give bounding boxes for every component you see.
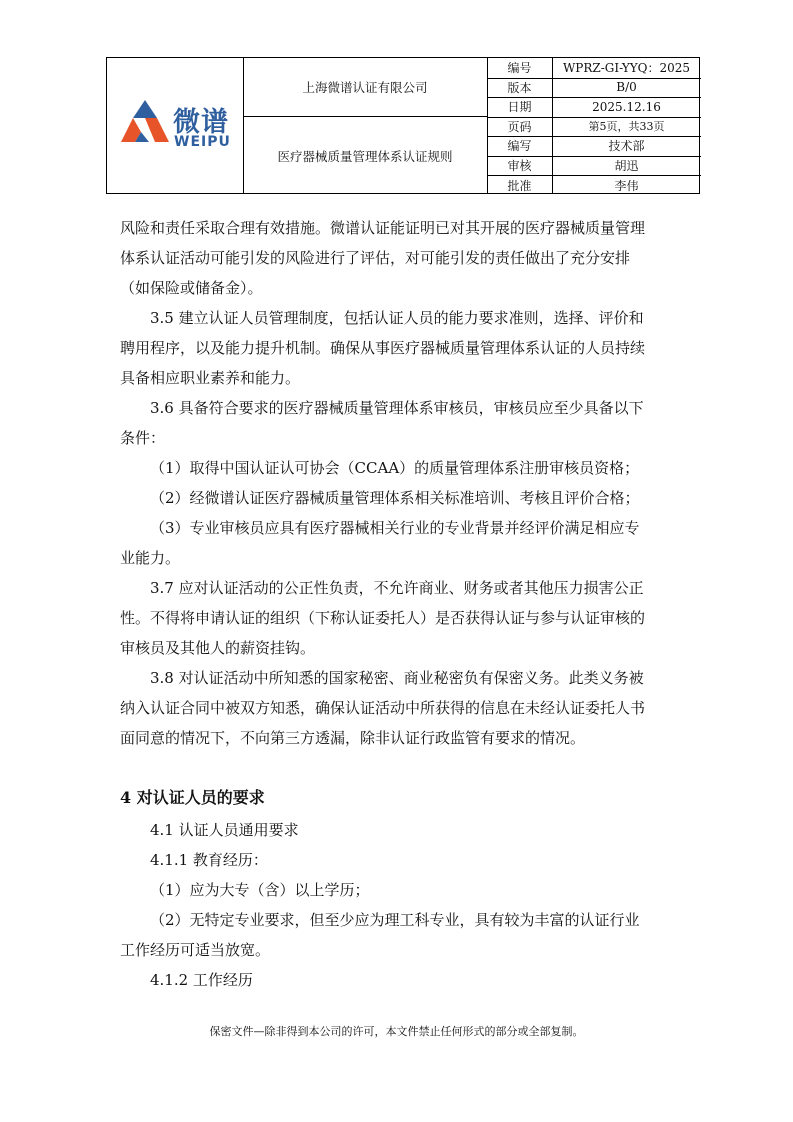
label-reviewer: 审核 (507, 158, 532, 173)
list-item: （2）经微谱认证医疗器械质量管理体系相关标准培训、考核且评价合格； (150, 489, 640, 507)
text-line: （如保险或储备金）。 (120, 279, 263, 297)
section-heading: 4 对认证人员的要求 (120, 788, 265, 807)
text-line: 体系认证活动可能引发的风险进行了评估，对可能引发的责任做出了充分安排 (120, 249, 631, 267)
company-name: 上海微谱认证有限公司 (302, 80, 428, 95)
label-approver: 批准 (507, 178, 532, 193)
text-line: 聘用程序，以及能力提升机制。确保从事医疗器械质量管理体系认证的人员持续 (120, 339, 646, 357)
text-line: 条件： (120, 429, 166, 447)
logo-chinese-text: 微谱 (173, 107, 229, 138)
list-item: （1）取得中国认证认可协会（CCAA）的质量管理体系注册审核员资格； (150, 459, 640, 477)
clause-3-8: 3.8 对认证活动中所知悉的国家秘密、商业秘密负有保密义务。此类义务被 (150, 669, 644, 687)
text-line: 纳入认证合同中被双方知悉，确保认证活动中所获得的信息在未经认证委托人书 (120, 699, 646, 717)
value-page: 第5页，共33页 (588, 120, 665, 134)
label-version: 版本 (507, 80, 532, 95)
subsection-4-1-2: 4.1.2 工作经历 (150, 971, 253, 989)
subsection-4-1: 4.1 认证人员通用要求 (150, 821, 299, 839)
subsection-4-1-1: 4.1.1 教育经历： (150, 851, 268, 869)
value-reviewer: 胡迅 (614, 158, 639, 173)
list-item: （1）应为大专（含）以上学历； (150, 881, 370, 899)
text-line: 性。不得将申请认证的组织（下称认证委托人）是否获得认证与参与认证审核的 (120, 609, 646, 627)
text-line: 工作经历可适当放宽。 (120, 941, 271, 959)
label-date: 日期 (507, 100, 532, 115)
list-item: （2）无特定专业要求，但至少应为理工科专业，具有较为丰富的认证行业 (150, 911, 640, 929)
list-item: （3）专业审核员应具有医疗器械相关行业的专业背景并经评价满足相应专 (150, 519, 640, 537)
clause-3-5: 3.5 建立认证人员管理制度，包括认证人员的能力要求准则，选择、评价和 (150, 309, 644, 327)
value-date: 2025.12.16 (592, 99, 661, 114)
confidentiality-footer: 保密文件—除非得到本公司的许可，本文件禁止任何形式的部分或全部复制。 (209, 1025, 584, 1038)
clause-3-7: 3.7 应对认证活动的公正性负责，不允许商业、财务或者其他压力损害公正 (150, 579, 644, 597)
company-logo (119, 98, 235, 156)
value-author: 技术部 (608, 139, 645, 154)
body-text-section-4 (120, 815, 675, 995)
document-header-table (106, 57, 700, 194)
text-line: 业能力。 (120, 549, 181, 567)
text-line: 审核员及其他人的薪资挂钩。 (120, 639, 316, 657)
text-line: 面同意的情况下，不向第三方透漏，除非认证行政监管有要求的情况。 (120, 729, 586, 747)
clause-3-6: 3.6 具备符合要求的医疗器械质量管理体系审核员，审核员应至少具备以下 (150, 399, 644, 417)
body-text (120, 213, 675, 753)
value-version: B/0 (616, 80, 637, 95)
label-doc-number: 编号 (507, 61, 532, 76)
value-doc-number: WPRZ-GI-YYQ：2025 (562, 61, 691, 76)
text-line: 风险和责任采取合理有效措施。微谱认证能证明已对其开展的医疗器械质量管理 (120, 219, 646, 237)
text-line: 具备相应职业素养和能力。 (120, 369, 301, 387)
value-approver: 李伟 (614, 178, 639, 193)
label-page: 页码 (507, 119, 532, 134)
document-name: 医疗器械质量管理体系认证规则 (277, 148, 453, 164)
logo-english-text: WEIPU (174, 134, 231, 150)
label-author: 编写 (507, 139, 532, 154)
